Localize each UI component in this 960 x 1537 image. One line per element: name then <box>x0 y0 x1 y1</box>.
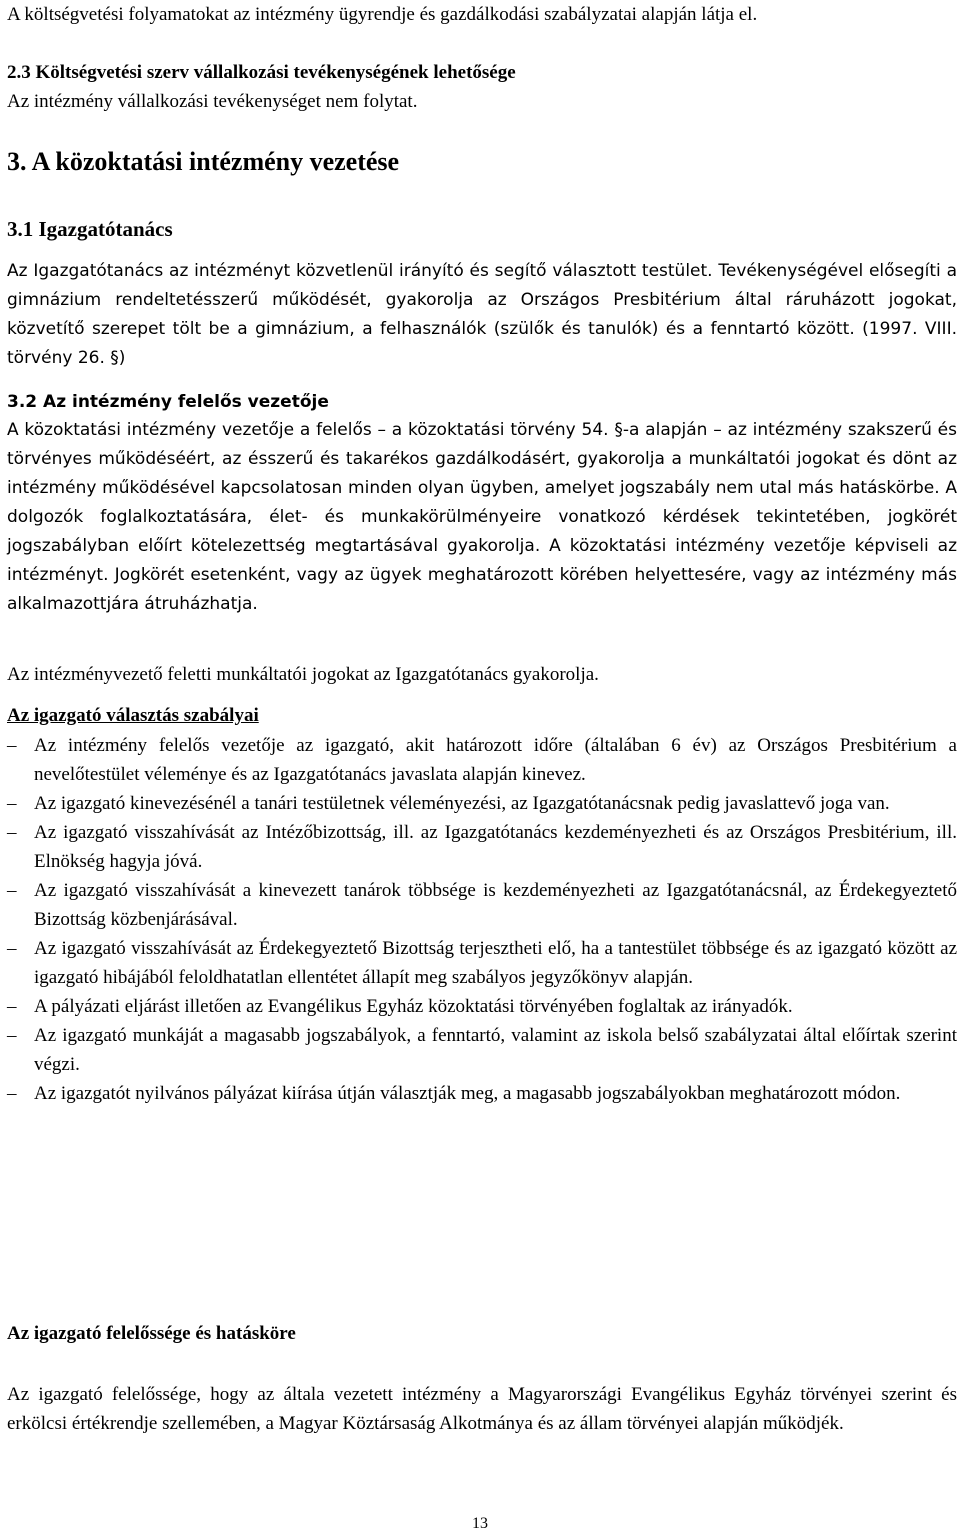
list-item <box>7 1079 957 1108</box>
list-item-text: Az intézmény felelős vezetője az igazgató, akit határozott időre (általában 6 év) az Országos Presbitérium a nevelőtestület véleménye és az Igazgatótanács javaslata alapján kinevez. <box>34 735 957 785</box>
list-item-text: Az igazgató visszahívását a kinevezett tanárok többsége is kezdeményezheti az Igazgatótanácsnál, az Érdekegyeztető Bizottság közbenjárásával. <box>34 880 957 930</box>
list-item-text: A pályázati eljárást illetően az Evangélikus Egyház közoktatási törvényében foglaltak az irányadók. <box>34 996 793 1017</box>
list-item <box>7 1021 957 1079</box>
list-item <box>7 876 957 934</box>
list-item <box>7 789 957 818</box>
dash-bullet: – <box>7 880 17 901</box>
list-item <box>7 731 957 789</box>
paragraph-head-responsible: A közoktatási intézmény vezetője a felelős – a közoktatási törvény 54. §-a alapján – az intézmény szakszerű és törvényes működéséért, az ésszerű és takarékos gazdálkodásért, gyakorolja a munkáltatói jogokat és dönt az intézmény működésével kapcsolatosan minden olyan ügyben, amelyet jogszabály nem utal más hatáskörbe. A dolgozók foglalkoztatására, élet- és munkakörülményeire vonatkozó kérdések tekintetében, jogkörét jogszabályban előírt kötelezettség megtartásával gyakorolja. A közoktatási intézmény vezetője képviseli az intézményt. Jogkörét esetenként, vagy az ügyek meghatározott körében helyettesére, vagy az intézmény más alkalmazottjára átruházhatja. <box>7 420 957 614</box>
list-item-text: Az igazgató visszahívását az Intézőbizottság, ill. az Igazgatótanács kezdeményezheti és az Országos Presbitérium, ill. Elnökség hagyja jóvá. <box>34 822 957 872</box>
rules-list <box>7 731 957 1108</box>
heading-rules: Az igazgató választás szabályai <box>7 705 259 726</box>
dash-bullet: – <box>7 822 17 843</box>
dash-bullet: – <box>7 996 17 1017</box>
list-item <box>7 934 957 992</box>
paragraph-no-business: Az intézmény vállalkozási tevékenységet nem folytat. <box>7 91 418 112</box>
heading-responsibility: Az igazgató felelőssége és hatásköre <box>7 1323 296 1344</box>
paragraph-budget: A költségvetési folyamatokat az intézmény ügyrendje és gazdálkodási szabályzatai alapján látja el. <box>7 4 758 25</box>
dash-bullet: – <box>7 793 17 814</box>
page-number: 13 <box>472 1515 488 1532</box>
paragraph-employer-rights: Az intézményvezető feletti munkáltatói jogokat az Igazgatótanács gyakorolja. <box>7 664 599 685</box>
dash-bullet: – <box>7 735 17 756</box>
heading-section-3: 3. A közoktatási intézmény vezetése <box>7 147 400 176</box>
dash-bullet: – <box>7 1025 17 1046</box>
list-item <box>7 992 957 1021</box>
heading-3-1: 3.1 Igazgatótanács <box>7 217 173 241</box>
paragraph-responsibility: Az igazgató felelőssége, hogy az általa vezetett intézmény a Magyarországi Evangélikus Egyház törvényei szerint és erkölcsi értékrendje szellemében, a Magyar Köztársaság Alkotmánya és az állam törvényei alapján működjék. <box>7 1384 957 1434</box>
list-item <box>7 818 957 876</box>
dash-bullet: – <box>7 938 17 959</box>
dash-bullet: – <box>7 1083 17 1104</box>
list-item-text: Az igazgató visszahívását az Érdekegyeztető Bizottság terjesztheti elő, ha a tantestület többsége és az igazgató között az igazgató hibájából feloldhatatlan ellentétet állapít meg szabályos jegyzőkönyv alapján. <box>34 938 957 988</box>
list-item-text: Az igazgató munkáját a magasabb jogszabályok, a fenntartó, valamint az iskola belső szabályzatai által előírtak szerint végzi. <box>34 1025 957 1075</box>
heading-3-2: 3.2 Az intézmény felelős vezetője <box>7 392 329 412</box>
paragraph-board: Az Igazgatótanács az intézményt közvetlenül irányító és segítő választott testület. Tevékenységével elősegíti a gimnázium rendeltetésszerű működését, gyakorolja az Országos Presbitérium által ráruházott jogokat, közvetítő szerepet tölt be a gimnázium, a felhasználók (szülők és tanulók) és a fenntartó között. (1997. VIII. törvény 26. §) <box>7 261 957 368</box>
heading-2-3: 2.3 Költségvetési szerv vállalkozási tevékenységének lehetősége <box>7 62 516 83</box>
list-item-text: Az igazgató kinevezésénél a tanári testületnek véleményezési, az Igazgatótanácsnak pedig javaslattevő joga van. <box>34 793 890 814</box>
list-item-text: Az igazgatót nyilvános pályázat kiírása útján választják meg, a magasabb jogszabályokban meghatározott módon. <box>34 1083 901 1104</box>
